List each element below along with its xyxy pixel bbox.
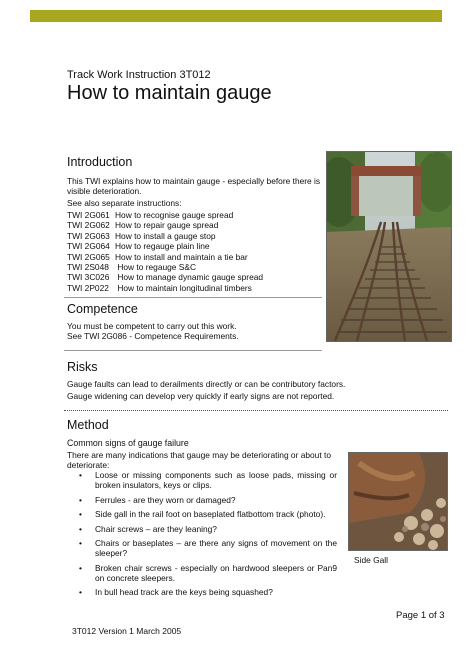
instruction-item: TWI 2G062 How to repair gauge spread bbox=[67, 220, 219, 231]
list-item: • In bull head track are the keys being squashed? bbox=[79, 587, 273, 597]
side-gall-photo bbox=[348, 452, 448, 551]
see-also-text: See also separate instructions: bbox=[67, 198, 182, 208]
instruction-item: TWI 2G064 How to regauge plain line bbox=[67, 241, 210, 252]
page-number: Page 1 of 3 bbox=[396, 610, 445, 621]
risks-heading: Risks bbox=[67, 360, 98, 374]
instruction-list bbox=[67, 210, 263, 293]
instruction-item: TWI 2G063 How to install a gauge stop bbox=[67, 230, 216, 241]
railway-track-photo bbox=[326, 151, 452, 342]
instruction-item: TWI 2P022 How to maintain longitudinal timbers bbox=[67, 282, 252, 293]
introduction-heading: Introduction bbox=[67, 155, 133, 169]
list-item: • Broken chair screws - especially on hardwood sleepers or Pan9 on concrete sleepers. bbox=[79, 562, 337, 583]
method-heading: Method bbox=[67, 418, 109, 432]
photo-caption: Side Gall bbox=[354, 555, 388, 565]
competence-line-1: You must be competent to carry out this work. bbox=[67, 321, 237, 331]
list-item: • Ferrules - are they worn or damaged? bbox=[79, 494, 236, 505]
gauge-failure-signs-list bbox=[79, 470, 337, 602]
method-subheading: Common signs of gauge failure bbox=[67, 438, 189, 448]
section-divider bbox=[64, 350, 322, 351]
method-intro: There are many indications that gauge may be deteriorating or about to deteriorate: bbox=[67, 450, 331, 470]
competence-line-2: See TWI 2G086 - Competence Requirements. bbox=[67, 331, 239, 341]
instruction-item: TWI 2G065 How to install and maintain a tie bar bbox=[67, 251, 248, 262]
risks-line-2: Gauge widening can develop very quickly if early signs are not reported. bbox=[67, 391, 335, 401]
version-footer: 3T012 Version 1 March 2005 bbox=[72, 626, 182, 636]
list-item: • Chairs or baseplates – are there any signs of movement on the sleeper? bbox=[79, 538, 337, 558]
competence-heading: Competence bbox=[67, 302, 138, 316]
instruction-item: TWI 2S048 How to regauge S&C bbox=[67, 262, 197, 273]
section-divider bbox=[64, 297, 322, 298]
list-item: • Loose or missing components such as loose pads, missing or broken insulators, keys or clips. bbox=[79, 470, 337, 490]
page-title: How to maintain gauge bbox=[67, 82, 272, 104]
header-color-bar bbox=[30, 10, 442, 22]
list-item: • Side gall in the rail foot on baseplated flatbottom track (photo). bbox=[79, 509, 326, 519]
document-subtitle: Track Work Instruction 3T012 bbox=[67, 69, 211, 81]
introduction-text: This TWI explains how to maintain gauge - especially before there is visible deterioration. bbox=[67, 176, 321, 196]
list-item: • Chair screws – are they leaning? bbox=[79, 523, 217, 534]
section-divider bbox=[64, 410, 448, 411]
instruction-item: TWI 2G061 How to recognise gauge spread bbox=[67, 210, 234, 220]
risks-line-1: Gauge faults can lead to derailments directly or can be contributory factors. bbox=[67, 379, 346, 389]
instruction-item: TWI 3C026 How to manage dynamic gauge spread bbox=[67, 272, 264, 283]
